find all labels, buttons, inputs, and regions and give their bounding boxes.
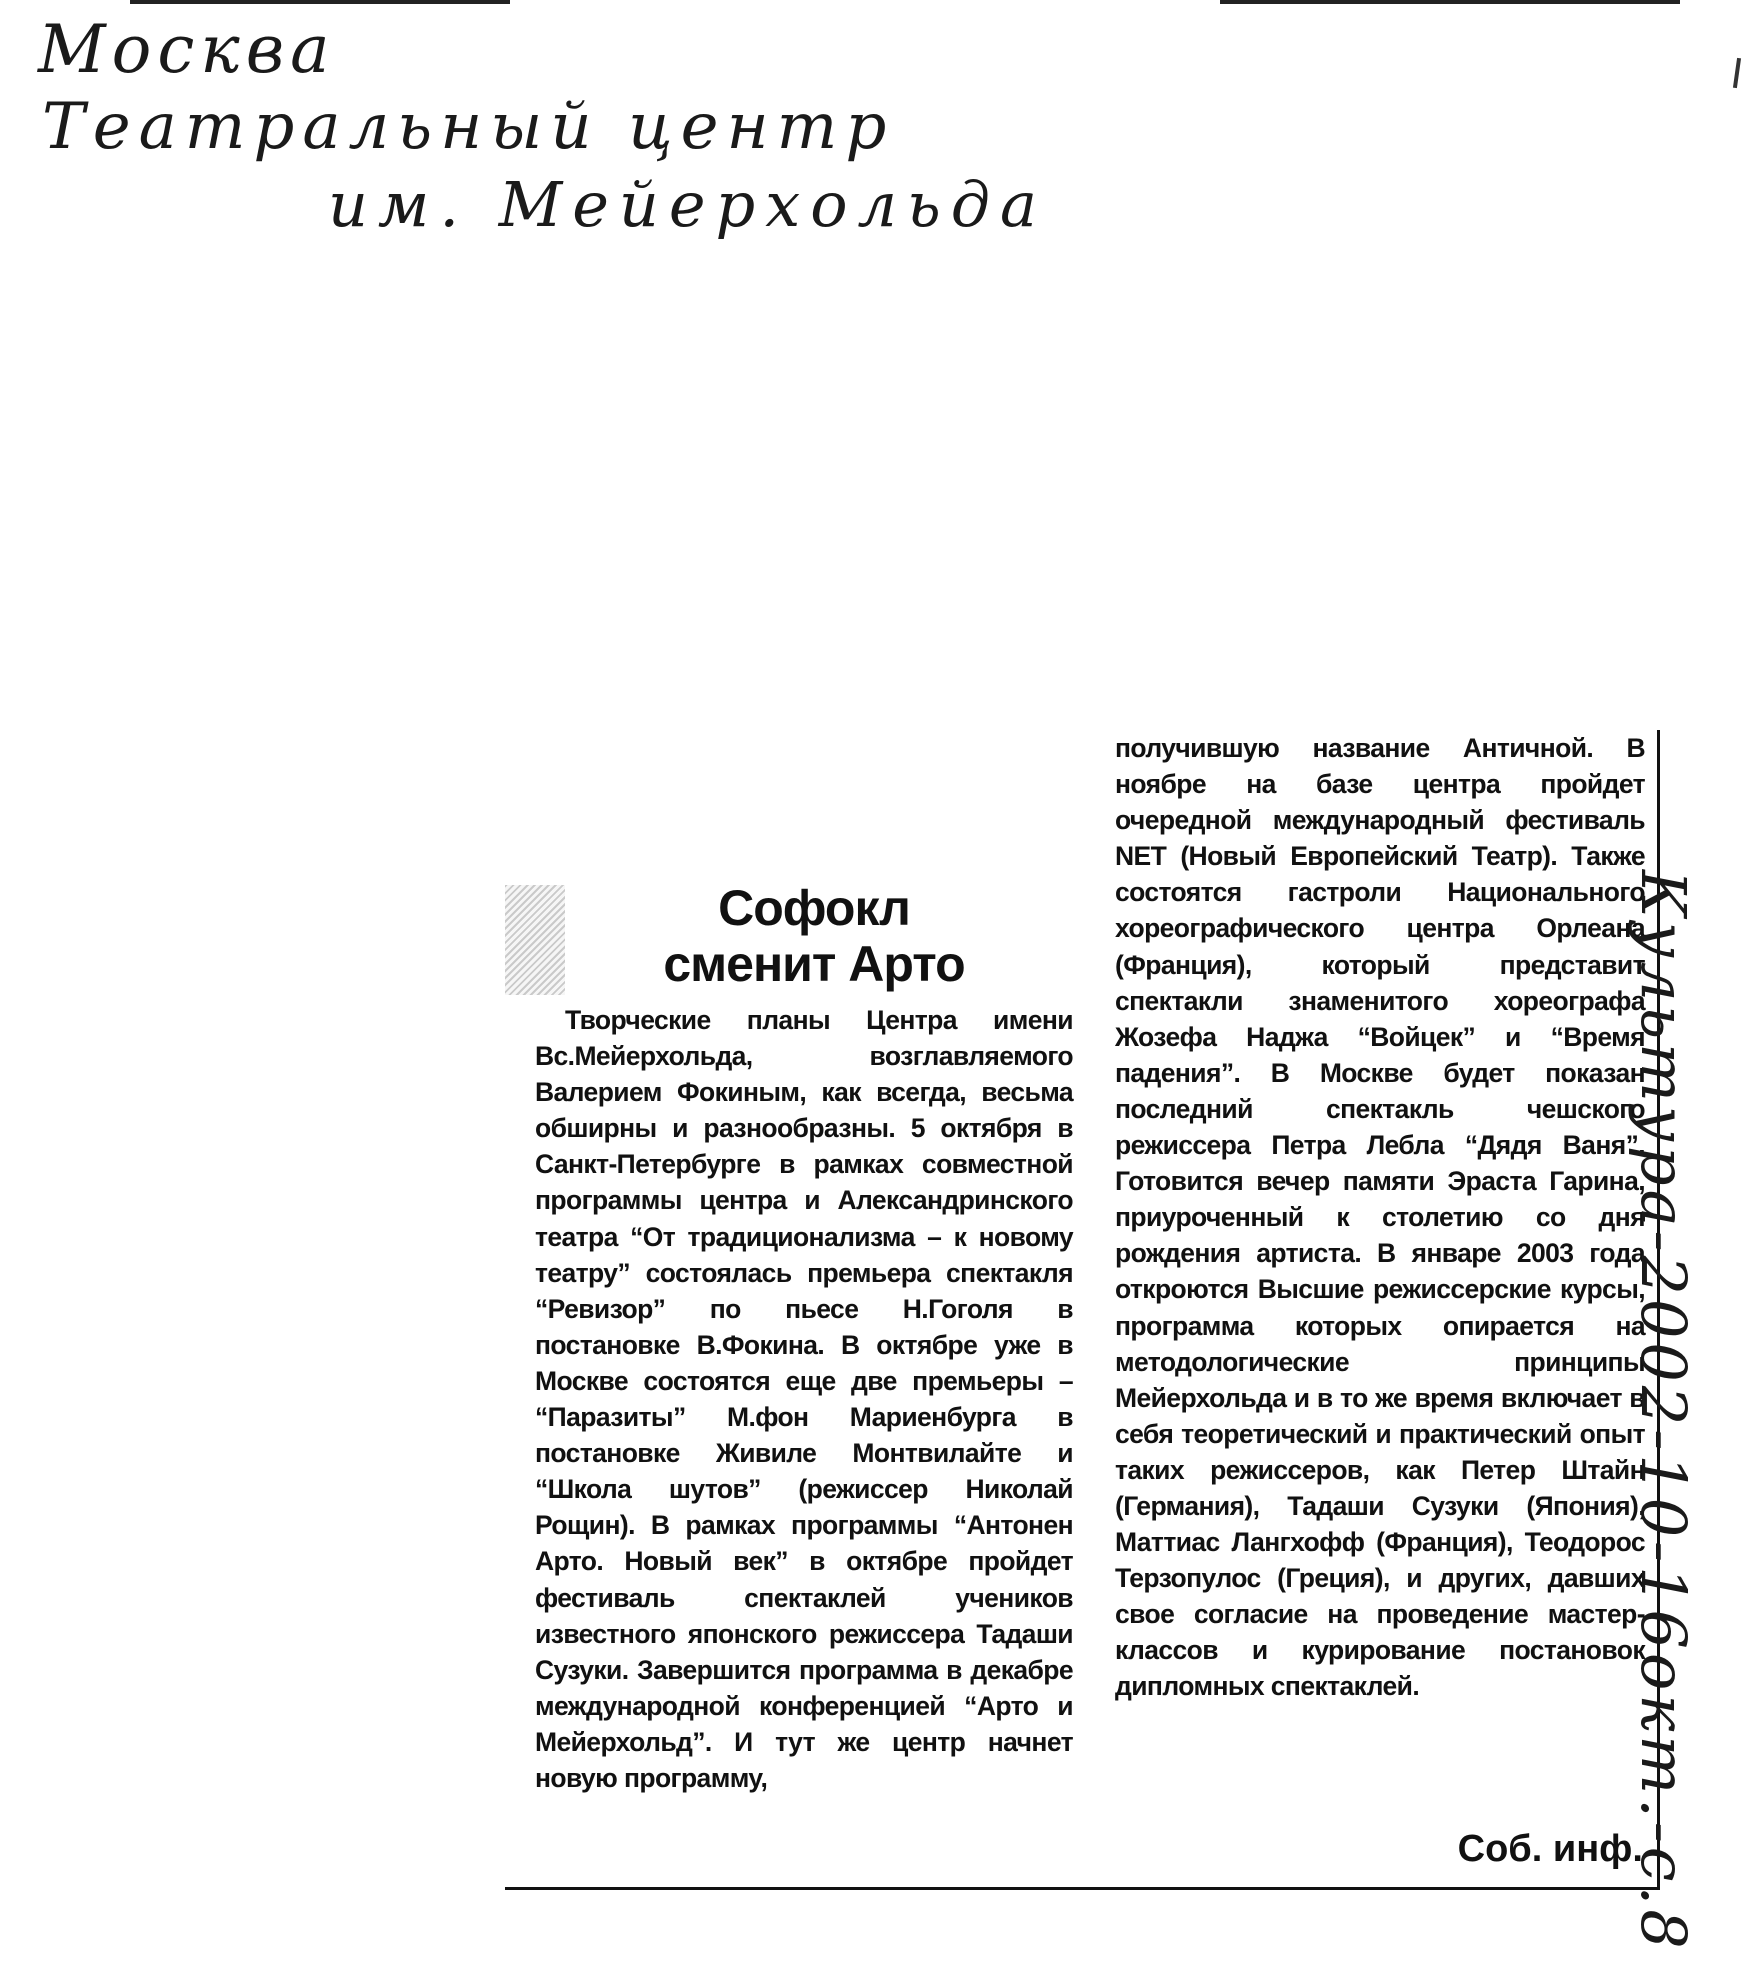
- headline-line-1: Софокл: [718, 880, 910, 936]
- scan-edge-mark-right: [1220, 0, 1680, 4]
- article-left-column: [535, 880, 1073, 1796]
- headline-line-2: сменит Арто: [663, 936, 965, 992]
- article-signature: Соб. инф.: [1457, 1828, 1643, 1870]
- article-headline: [555, 880, 1073, 992]
- handwritten-theatre: Театральный центр: [42, 90, 895, 164]
- handwritten-note: [38, 10, 1098, 246]
- scan-tick-mark: [1733, 58, 1741, 88]
- article-body-left: Творческие планы Центра имени Вс.Мейерхольда, возглавляемого Валерием Фокиным, как всегда, весьма обширны и разнообразны. 5 октября в Санкт-Петербурге в рамках совместной программы центра и Александринского театра “От традиционализма – к новому театру” состоялась премьера спектакля “Ревизор” по пьесе Н.Гоголя в постановке В.Фокина. В октябре уже в Москве состоятся еще две премьеры – “Паразиты” М.фон Мариенбурга в постановке Живиле Монтвилайте и “Школа шутов” (режиссер Николай Рощин). В рамках программы “Антонен Арто. Новый век” в октябре пройдет фестиваль спектаклей учеников известного японского режиссера Тадаши Сузуки. Завершится программа в декабре международной конференцией “Арто и Мейерхольд”. И тут же центр начнет новую программу,: [535, 1005, 1073, 1793]
- article-body-right: получившую название Античной. В ноябре на базе центра пройдет очередной международный фестиваль NET (Новый Европейский Театр). Также состоятся гастроли Национального хореографического центра Орлеана (Франция), который представит спектакли знаменитого хореографа Жозефа Наджа “Войцек” и “Время падения”. В Москве будет показан последний спектакль чешского режиссера Петра Лебла “Дядя Ваня”. Готовится вечер памяти Эраста Гарина, приуроченный к столетию со дня рождения артиста. В январе 2003 года откроются Высшие режиссерские курсы, программа которых опирается на методологические принципы Мейерхольда и в то же время включает в себя теоретический и практический опыт таких режиссеров, как Петер Штайн (Германия), Тадаши Сузуки (Япония), Маттиас Лангхофф (Франция), Теодорос Терзопулос (Греция), и других, давших свое согласие на проведение мастер-классов и курирование постановок дипломных спектаклей.: [1115, 733, 1645, 1702]
- handwritten-name: им. Мейерхольда: [328, 168, 1048, 241]
- article-right-column: [1115, 730, 1645, 1705]
- newspaper-clipping: [505, 730, 1663, 1930]
- handwritten-city: Москва: [38, 11, 336, 88]
- scan-edge-mark-left: [130, 0, 510, 4]
- handwritten-source-note: Культура-2002-10-16окт.-с.8: [1627, 870, 1700, 1953]
- clipping-border-bottom: [505, 1887, 1660, 1890]
